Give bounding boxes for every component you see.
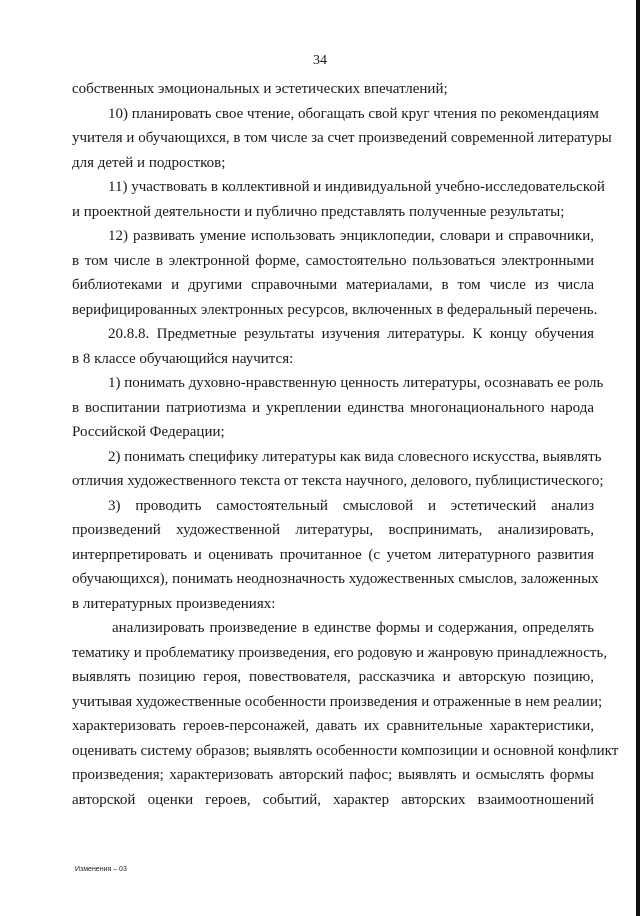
text-line: и проектной деятельности и публично представлять полученные результаты; [72, 203, 565, 220]
text-line: 11) участвовать в коллективной и индивидуальной учебно-исследовательской [108, 179, 605, 195]
text-line: 20.8.8. Предметные результаты изучения литературы. К концу обучения [108, 326, 594, 342]
text-line: для детей и подростков; [72, 154, 226, 171]
text-line: 1) понимать духовно-нравственную ценность литературы, осознавать ее роль [108, 375, 604, 391]
text-line: 3) проводить самостоятельный смысловой и эстетический анализ [108, 497, 594, 514]
text-line: учителя и обучающихся, в том числе за счет произведений современной литературы [72, 130, 612, 146]
text-line: отличия художественного текста от текста научного, делового, публицистического; [72, 473, 604, 489]
text-line: в том числе в электронной форме, самостоятельно пользоваться электронными [72, 252, 594, 269]
page-body [72, 77, 619, 812]
text-line: произведения; характеризовать авторский пафос; выявлять и осмыслять формы [72, 767, 594, 783]
text-line: верифицированных электронных ресурсов, включенных в федеральный перечень. [72, 301, 598, 318]
text-line: в 8 классе обучающийся научится: [72, 350, 294, 367]
text-line: анализировать произведение в единстве формы и содержания, определять [112, 620, 594, 636]
page-number: 34 [313, 53, 327, 68]
text-line: библиотеками и другими справочными материалами, в том числе из числа [72, 277, 594, 293]
text-line: собственных эмоциональных и эстетических впечатлений; [72, 81, 448, 97]
text-line: авторской оценки героев, событий, характер авторских взаимоотношений [72, 791, 594, 808]
text-line: характеризовать героев-персонажей, давать их сравнительные характеристики, [72, 718, 594, 734]
text-line: учитывая художественные особенности произведения и отраженные в нем реалии; [72, 693, 603, 710]
text-line: Российской Федерации; [72, 424, 225, 440]
text-line: тематику и проблематику произведения, его родовую и жанровую принадлежность, [72, 644, 608, 661]
text-line: интерпретировать и оценивать прочитанное (с учетом литературного развития [72, 546, 594, 563]
text-line: 10) планировать свое чтение, обогащать свой круг чтения по рекомендациям [108, 105, 599, 122]
text-line: выявлять позицию героя, повествователя, рассказчика и авторскую позицию, [72, 669, 594, 685]
text-line: 12) развивать умение использовать энциклопедии, словари и справочники, [108, 228, 594, 244]
revision-footer: Изменения – 03 [75, 866, 127, 873]
text-line: произведений художественной литературы, воспринимать, анализировать, [72, 522, 594, 538]
text-line: в литературных произведениях: [72, 595, 276, 612]
text-line: 2) понимать специфику литературы как вида словесного искусства, выявлять [108, 448, 602, 465]
text-line: обучающихся), понимать неоднозначность художественных смыслов, заложенных [72, 571, 599, 587]
text-line: оценивать систему образов; выявлять особенности композиции и основной конфликт [72, 742, 619, 759]
text-line: в воспитании патриотизма и укреплении единства многонационального народа [72, 399, 594, 416]
